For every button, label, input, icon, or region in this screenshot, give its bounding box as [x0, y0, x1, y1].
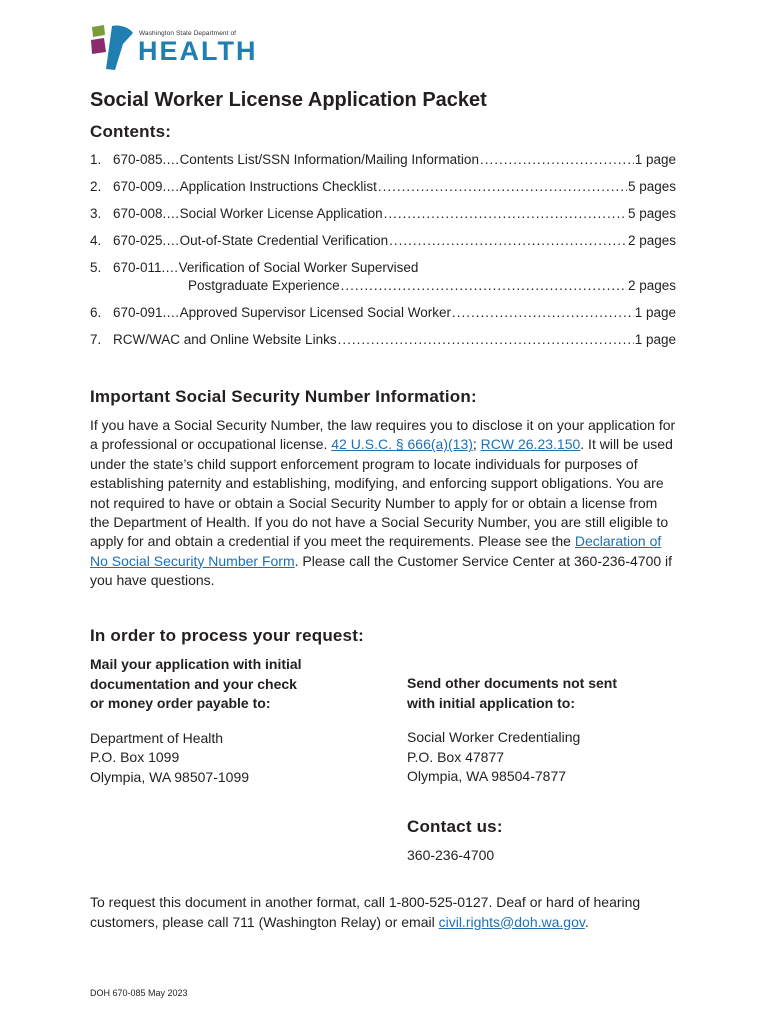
dot-leader	[338, 331, 634, 349]
item-number: 5.	[90, 260, 102, 275]
doh-logo-mark-icon	[90, 24, 136, 72]
contents-list	[90, 151, 676, 358]
rcw-link[interactable]: RCW 26.23.150	[480, 436, 581, 453]
page-count: 1 page	[634, 305, 676, 320]
item-number: 4.	[90, 233, 102, 248]
address-line: P.O. Box 1099	[90, 749, 180, 765]
logo-subtitle: Washington State Department of	[139, 30, 237, 37]
dot-leader	[452, 304, 634, 322]
form-number: 670-011	[113, 260, 162, 275]
list-item: 5. 670-011 .... Verification of Social Worker Supervised Postgraduate Experience ..... 2 pages	[90, 259, 676, 295]
footer-end: .	[584, 913, 589, 930]
item-number: 6.	[90, 305, 102, 320]
ssn-text: . Please call the Customer Service Center at 360-236-4700 if you have questions.	[90, 552, 673, 589]
address-line: Olympia, WA 98504-7877	[407, 768, 567, 784]
page-count: 5 pages	[627, 179, 676, 194]
footer-text: To request this document in another format, call 1-800-525-0127. Deaf or hard of hearing customers, please call 711 (Washington Relay) or email	[90, 894, 641, 930]
item-name: Contents List/SSN Information/Mailing Information	[179, 152, 479, 167]
page-count: 5 pages	[627, 206, 676, 221]
item-name: Approved Supervisor Licensed Social Worker	[179, 305, 451, 320]
civil-rights-email-link[interactable]: civil.rights@doh.wa.gov	[438, 913, 585, 930]
address-line: P.O. Box 47877	[407, 748, 505, 765]
form-number: 670-085	[113, 152, 163, 167]
list-item	[90, 331, 676, 349]
no-ssn-form-link[interactable]: Declaration of No Social Security Number Form	[90, 533, 662, 569]
mail-instruction: or money order payable to:	[90, 695, 271, 711]
list-item: 3. 670-008 .... Social Worker License Application ..... 5 pages	[90, 205, 676, 223]
process-heading: In order to process your request:	[90, 626, 364, 645]
item-name: Social Worker License Application	[179, 206, 383, 221]
ssn-paragraph	[90, 416, 680, 591]
form-number: 670-091	[113, 305, 163, 320]
page-count: 1 page	[634, 152, 676, 167]
list-item: 2. 670-009 .... Application Instructions Checklist ..... 5 pages	[90, 178, 676, 196]
send-instruction: with initial application to:	[407, 694, 575, 711]
alternate-format-note	[90, 893, 680, 932]
ssn-heading: Important Social Security Number Information:	[90, 387, 477, 406]
list-item: 4. 670-025 .... Out-of-State Credential Verification ..... 2 pages	[90, 232, 676, 250]
dot-leader	[384, 205, 627, 223]
page-count: 1 page	[634, 332, 676, 347]
ssn-text: . It will be used under the state’s child support enforcement program to locate individuals for purposes of establishing paternity and establishing, modifying, and enforcing support obligations. You are not required to have or obtain a Social Security Number to apply for or obtain a license from the Department of Health. If you do not have a Social Security Number, you are still eligible to apply for and obtain a credential if you meet the requirements. Please see the	[90, 436, 673, 550]
dot-leader	[480, 151, 634, 169]
item-number: 3.	[90, 206, 102, 221]
link-separator: ;	[472, 436, 481, 453]
form-number: 670-009	[113, 179, 163, 194]
usc-link[interactable]: 42 U.S.C. § 666(a)(13)	[331, 436, 473, 453]
item-name: RCW/WAC and Online Website Links	[113, 332, 337, 347]
page-count: 2 pages	[627, 278, 676, 293]
mail-instruction: Mail your application with initial	[90, 656, 302, 672]
dot-leader	[378, 178, 627, 196]
item-name-continued: Postgraduate Experience	[188, 278, 340, 293]
page-title: Social Worker License Application Packet	[90, 89, 487, 111]
document-id: DOH 670-085 May 2023	[90, 988, 188, 998]
item-number: 2.	[90, 179, 102, 194]
address-line: Department of Health	[90, 729, 224, 746]
ssn-text: If you have a Social Security Number, the law requires you to disclose it on your application for a professional or occupational license.	[90, 417, 676, 453]
list-item: 1. 670-085 .... Contents List/SSN Information/Mailing Information ..... 1 page	[90, 151, 676, 169]
item-name: Out-of-State Credential Verification	[179, 233, 389, 248]
address-line: Olympia, WA 98507-1099	[90, 768, 250, 785]
item-number: 1.	[90, 152, 102, 167]
contact-heading: Contact us:	[407, 817, 503, 836]
contents-heading: Contents:	[90, 122, 172, 141]
other-documents-column	[407, 674, 617, 787]
form-number: 670-025	[113, 233, 163, 248]
form-number: 670-008	[113, 206, 163, 221]
item-number: 7.	[90, 332, 102, 347]
send-instruction: Send other documents not sent	[407, 675, 618, 691]
logo-name: HEALTH	[138, 36, 258, 66]
mail-application-column	[90, 655, 302, 787]
doh-logo	[90, 24, 258, 72]
dot-leader	[389, 232, 627, 250]
item-name: Verification of Social Worker Supervised	[178, 260, 419, 275]
contact-phone: 360-236-4700	[407, 847, 495, 863]
mail-instruction: documentation and your check	[90, 675, 297, 692]
address-line: Social Worker Credentialing	[407, 729, 581, 745]
page-count: 2 pages	[627, 233, 676, 248]
dot-leader	[341, 277, 627, 295]
list-item: 6. 670-091 .... Approved Supervisor Licensed Social Worker ..... 1 page	[90, 304, 676, 322]
item-name: Application Instructions Checklist	[179, 179, 377, 194]
